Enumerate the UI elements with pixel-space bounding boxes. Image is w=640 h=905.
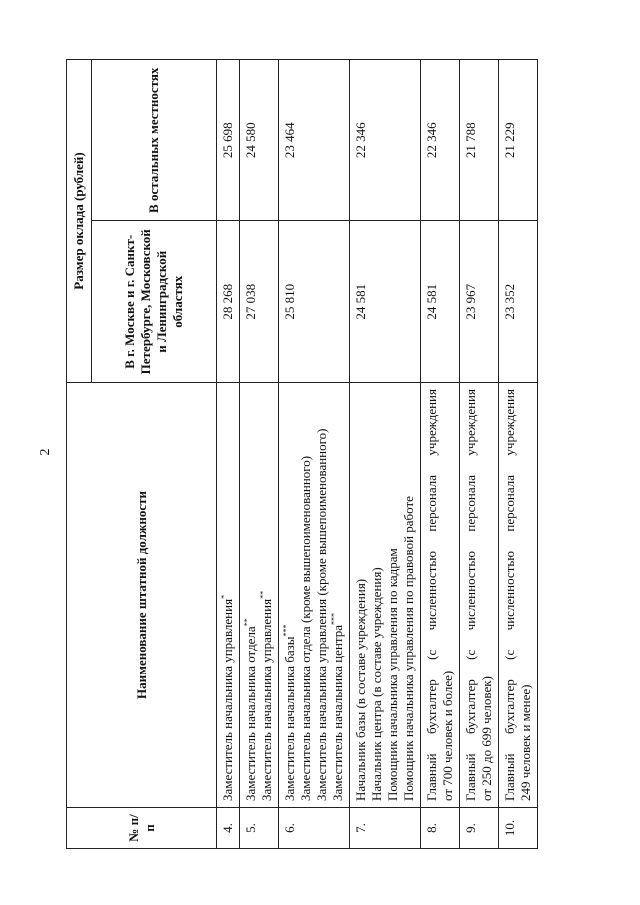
- row-number: 5.: [240, 808, 279, 849]
- position-name-line: [502, 389, 518, 801]
- salary-other: 21 788: [460, 60, 499, 222]
- position-name-line: [369, 389, 385, 801]
- position-name: от 700 человек и более): [440, 670, 455, 801]
- row-number: 6.: [279, 808, 350, 849]
- salary-moscow: 25 810: [279, 221, 350, 383]
- position-name: Заместитель начальника управления (кроме вышепоименованного): [314, 428, 329, 801]
- table-row: [499, 60, 538, 849]
- position-name-line: [243, 389, 259, 801]
- position-name-line: [479, 389, 495, 801]
- header-salary: Размер оклада (рублей): [67, 60, 92, 383]
- row-number: 8.: [421, 808, 460, 849]
- row-number: 10.: [499, 808, 538, 849]
- position-name-line: [259, 389, 275, 801]
- header-number: № п/п: [67, 808, 217, 849]
- header-other-regions: В остальных местностях: [92, 60, 217, 222]
- position-name: Начальник центра (в составе учреждения): [369, 567, 384, 801]
- table-row: [421, 60, 460, 849]
- footnote-mark: **: [258, 590, 268, 599]
- position-name: Главный бухгалтер (с численностью персонала учреждения: [424, 389, 439, 801]
- page-number: 2: [38, 448, 53, 456]
- salary-moscow: 24 581: [421, 221, 460, 383]
- table-row: [279, 60, 350, 849]
- position-name-line: [330, 389, 346, 801]
- position-cell: [217, 383, 240, 808]
- position-name: Начальник базы (в составе учреждения): [353, 578, 368, 801]
- position-name-line: [282, 389, 298, 801]
- position-name-line: [220, 389, 236, 801]
- position-cell: [499, 383, 538, 808]
- table-row: [240, 60, 279, 849]
- position-name: Помощник начальника управления по кадрам: [385, 548, 400, 801]
- position-cell: [421, 383, 460, 808]
- position-name: Заместитель начальника управления: [220, 598, 235, 801]
- salary-other: 24 580: [240, 60, 279, 222]
- position-name-line: [440, 389, 456, 801]
- position-cell: [279, 383, 350, 808]
- footnote-mark: ***: [329, 612, 339, 625]
- position-name: от 250 до 699 человек): [479, 676, 494, 801]
- salary-moscow: 28 268: [217, 221, 240, 383]
- salary-other: 23 464: [279, 60, 350, 222]
- position-cell: [240, 383, 279, 808]
- position-name-line: [314, 389, 330, 801]
- salary-other: 21 229: [499, 60, 538, 222]
- position-name-line: [353, 389, 369, 801]
- footnote-mark: ***: [281, 624, 291, 637]
- salary-table-container: [66, 59, 626, 849]
- salary-other: 22 346: [350, 60, 421, 222]
- salary-moscow: 23 352: [499, 221, 538, 383]
- table-row: [217, 60, 240, 849]
- position-name-line: [518, 389, 534, 801]
- table-row: [350, 60, 421, 849]
- table-row: [460, 60, 499, 849]
- salary-moscow: 27 038: [240, 221, 279, 383]
- position-name: 249 человек и менее): [518, 684, 533, 801]
- position-name-line: [298, 389, 314, 801]
- salary-table: [66, 59, 538, 849]
- position-name-line: [401, 389, 417, 801]
- row-number: 7.: [350, 808, 421, 849]
- position-name: Заместитель начальника отдела (кроме вышепоименованного): [298, 455, 313, 801]
- position-name: Заместитель начальника базы: [282, 636, 297, 801]
- position-name-line: [463, 389, 479, 801]
- salary-moscow: 23 967: [460, 221, 499, 383]
- position-name: Главный бухгалтер (с численностью персонала учреждения: [463, 389, 478, 801]
- footnote-mark: **: [242, 618, 252, 627]
- salary-other: 22 346: [421, 60, 460, 222]
- row-number: 4.: [217, 808, 240, 849]
- salary-other: 25 698: [217, 60, 240, 222]
- position-cell: [350, 383, 421, 808]
- position-name-line: [424, 389, 440, 801]
- position-name-line: [385, 389, 401, 801]
- position-name: Заместитель начальника отдела: [243, 626, 258, 801]
- position-name: Помощник начальника управления по правовой работе: [401, 496, 416, 801]
- salary-moscow: 24 581: [350, 221, 421, 383]
- header-moscow: В г. Москве и г. Санкт-Петербурге, Московской и Ленинградской областях: [92, 221, 217, 383]
- row-number: 9.: [460, 808, 499, 849]
- position-name: Заместитель начальника центра: [330, 624, 345, 801]
- position-name: Заместитель начальника управления: [259, 598, 274, 801]
- header-position-name: Наименование штатной должности: [67, 383, 217, 808]
- footnote-mark: *: [219, 594, 229, 599]
- position-cell: [460, 383, 499, 808]
- position-name: Главный бухгалтер (с численностью персонала учреждения: [502, 389, 517, 801]
